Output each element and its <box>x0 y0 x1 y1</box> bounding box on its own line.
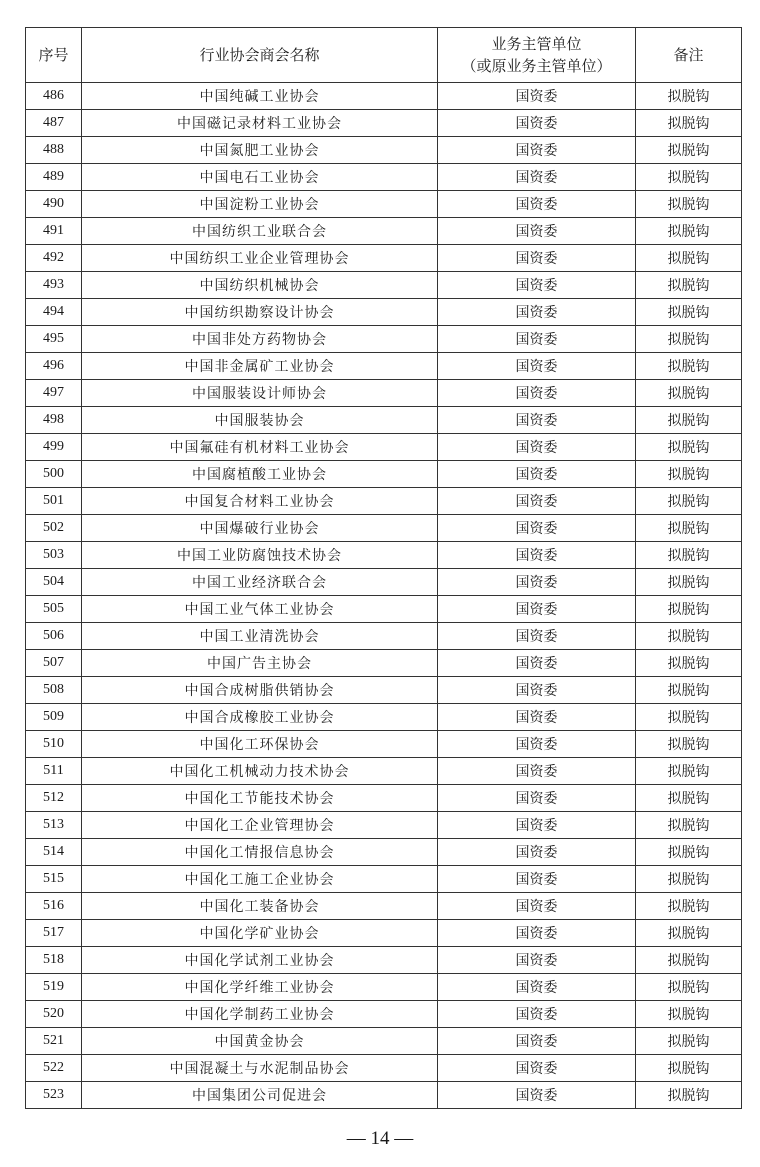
row-association-name: 中国化工情报信息协会 <box>82 839 438 866</box>
table-row <box>26 164 742 191</box>
row-association-name: 中国化工机械动力技术协会 <box>82 758 438 785</box>
row-remark: 拟脱钩 <box>636 83 742 110</box>
table-row <box>26 218 742 245</box>
row-supervisor: 国资委 <box>438 488 636 515</box>
row-remark: 拟脱钩 <box>636 164 742 191</box>
table-row <box>26 299 742 326</box>
table-row <box>26 596 742 623</box>
row-remark: 拟脱钩 <box>636 758 742 785</box>
row-index: 494 <box>26 299 82 326</box>
row-remark: 拟脱钩 <box>636 677 742 704</box>
row-supervisor: 国资委 <box>438 974 636 1001</box>
row-index: 493 <box>26 272 82 299</box>
row-index: 508 <box>26 677 82 704</box>
row-association-name: 中国纯碱工业协会 <box>82 83 438 110</box>
row-association-name: 中国复合材料工业协会 <box>82 488 438 515</box>
row-remark: 拟脱钩 <box>636 515 742 542</box>
table-row <box>26 434 742 461</box>
row-association-name: 中国电石工业协会 <box>82 164 438 191</box>
row-supervisor: 国资委 <box>438 353 636 380</box>
table-row <box>26 191 742 218</box>
row-association-name: 中国非金属矿工业协会 <box>82 353 438 380</box>
table-row <box>26 542 742 569</box>
row-remark: 拟脱钩 <box>636 380 742 407</box>
header-supervisor <box>438 28 636 83</box>
row-index: 492 <box>26 245 82 272</box>
row-association-name: 中国合成橡胶工业协会 <box>82 704 438 731</box>
row-supervisor: 国资委 <box>438 596 636 623</box>
row-remark: 拟脱钩 <box>636 326 742 353</box>
row-index: 506 <box>26 623 82 650</box>
row-index: 511 <box>26 758 82 785</box>
table-row <box>26 326 742 353</box>
row-index: 495 <box>26 326 82 353</box>
row-association-name: 中国纺织工业企业管理协会 <box>82 245 438 272</box>
row-remark: 拟脱钩 <box>636 893 742 920</box>
row-remark: 拟脱钩 <box>636 299 742 326</box>
table-row <box>26 83 742 110</box>
table-row <box>26 272 742 299</box>
row-association-name: 中国化工装备协会 <box>82 893 438 920</box>
row-index: 496 <box>26 353 82 380</box>
row-association-name: 中国广告主协会 <box>82 650 438 677</box>
table-row <box>26 974 742 1001</box>
row-supervisor: 国资委 <box>438 1001 636 1028</box>
row-supervisor: 国资委 <box>438 299 636 326</box>
row-association-name: 中国氮肥工业协会 <box>82 137 438 164</box>
row-association-name: 中国化学矿业协会 <box>82 920 438 947</box>
row-supervisor: 国资委 <box>438 110 636 137</box>
row-supervisor: 国资委 <box>438 1082 636 1109</box>
row-supervisor: 国资委 <box>438 677 636 704</box>
row-index: 487 <box>26 110 82 137</box>
row-supervisor: 国资委 <box>438 785 636 812</box>
header-name: 行业协会商会名称 <box>82 28 438 83</box>
row-supervisor: 国资委 <box>438 380 636 407</box>
row-association-name: 中国化工施工企业协会 <box>82 866 438 893</box>
table-row <box>26 839 742 866</box>
row-index: 499 <box>26 434 82 461</box>
row-index: 521 <box>26 1028 82 1055</box>
row-index: 509 <box>26 704 82 731</box>
header-supervisor-line1: 业务主管单位 <box>491 35 582 53</box>
row-association-name: 中国黄金协会 <box>82 1028 438 1055</box>
row-supervisor: 国资委 <box>438 164 636 191</box>
row-remark: 拟脱钩 <box>636 1028 742 1055</box>
row-remark: 拟脱钩 <box>636 947 742 974</box>
row-supervisor: 国资委 <box>438 83 636 110</box>
row-index: 510 <box>26 731 82 758</box>
row-index: 502 <box>26 515 82 542</box>
row-supervisor: 国资委 <box>438 866 636 893</box>
table-row <box>26 1001 742 1028</box>
table-body <box>26 83 742 1109</box>
row-supervisor: 国资委 <box>438 947 636 974</box>
table-row <box>26 137 742 164</box>
row-index: 519 <box>26 974 82 1001</box>
row-remark: 拟脱钩 <box>636 704 742 731</box>
row-remark: 拟脱钩 <box>636 245 742 272</box>
table-row <box>26 704 742 731</box>
row-remark: 拟脱钩 <box>636 785 742 812</box>
table-row <box>26 353 742 380</box>
row-remark: 拟脱钩 <box>636 272 742 299</box>
row-supervisor: 国资委 <box>438 542 636 569</box>
row-association-name: 中国氟硅有机材料工业协会 <box>82 434 438 461</box>
table-row <box>26 758 742 785</box>
table-row <box>26 1055 742 1082</box>
row-index: 523 <box>26 1082 82 1109</box>
table-row <box>26 812 742 839</box>
row-index: 507 <box>26 650 82 677</box>
row-remark: 拟脱钩 <box>636 569 742 596</box>
row-supervisor: 国资委 <box>438 515 636 542</box>
row-supervisor: 国资委 <box>438 218 636 245</box>
row-association-name: 中国化工环保协会 <box>82 731 438 758</box>
row-index: 520 <box>26 1001 82 1028</box>
table-row <box>26 785 742 812</box>
row-association-name: 中国化工企业管理协会 <box>82 812 438 839</box>
row-association-name: 中国爆破行业协会 <box>82 515 438 542</box>
row-remark: 拟脱钩 <box>636 137 742 164</box>
row-supervisor: 国资委 <box>438 812 636 839</box>
row-supervisor: 国资委 <box>438 272 636 299</box>
row-association-name: 中国服装设计师协会 <box>82 380 438 407</box>
row-association-name: 中国腐植酸工业协会 <box>82 461 438 488</box>
row-remark: 拟脱钩 <box>636 542 742 569</box>
row-remark: 拟脱钩 <box>636 218 742 245</box>
row-index: 503 <box>26 542 82 569</box>
row-index: 501 <box>26 488 82 515</box>
table-row <box>26 893 742 920</box>
row-index: 497 <box>26 380 82 407</box>
table-row <box>26 650 742 677</box>
table-row <box>26 380 742 407</box>
row-remark: 拟脱钩 <box>636 488 742 515</box>
row-index: 490 <box>26 191 82 218</box>
row-supervisor: 国资委 <box>438 461 636 488</box>
row-remark: 拟脱钩 <box>636 434 742 461</box>
table-row <box>26 488 742 515</box>
table-row <box>26 110 742 137</box>
row-remark: 拟脱钩 <box>636 812 742 839</box>
row-supervisor: 国资委 <box>438 623 636 650</box>
row-association-name: 中国纺织工业联合会 <box>82 218 438 245</box>
row-remark: 拟脱钩 <box>636 461 742 488</box>
row-supervisor: 国资委 <box>438 137 636 164</box>
row-index: 516 <box>26 893 82 920</box>
row-association-name: 中国工业经济联合会 <box>82 569 438 596</box>
row-remark: 拟脱钩 <box>636 407 742 434</box>
row-association-name: 中国化学纤维工业协会 <box>82 974 438 1001</box>
row-supervisor: 国资委 <box>438 704 636 731</box>
row-remark: 拟脱钩 <box>636 974 742 1001</box>
row-index: 512 <box>26 785 82 812</box>
row-supervisor: 国资委 <box>438 1055 636 1082</box>
row-association-name: 中国工业气体工业协会 <box>82 596 438 623</box>
row-remark: 拟脱钩 <box>636 1055 742 1082</box>
row-index: 522 <box>26 1055 82 1082</box>
row-index: 498 <box>26 407 82 434</box>
row-index: 515 <box>26 866 82 893</box>
row-association-name: 中国纺织机械协会 <box>82 272 438 299</box>
association-table <box>25 27 742 1109</box>
row-index: 486 <box>26 83 82 110</box>
row-remark: 拟脱钩 <box>636 596 742 623</box>
table-row <box>26 677 742 704</box>
row-supervisor: 国资委 <box>438 434 636 461</box>
table-row <box>26 731 742 758</box>
row-association-name: 中国服装协会 <box>82 407 438 434</box>
row-remark: 拟脱钩 <box>636 920 742 947</box>
header-supervisor-line2: （或原业务主管单位） <box>461 57 612 75</box>
header-index: 序号 <box>26 28 82 83</box>
table-row <box>26 461 742 488</box>
row-association-name: 中国工业防腐蚀技术协会 <box>82 542 438 569</box>
row-association-name: 中国非处方药物协会 <box>82 326 438 353</box>
table-row <box>26 623 742 650</box>
table-header-row <box>26 28 742 83</box>
row-supervisor: 国资委 <box>438 758 636 785</box>
row-remark: 拟脱钩 <box>636 866 742 893</box>
row-association-name: 中国化工节能技术协会 <box>82 785 438 812</box>
row-association-name: 中国淀粉工业协会 <box>82 191 438 218</box>
row-supervisor: 国资委 <box>438 245 636 272</box>
row-remark: 拟脱钩 <box>636 1001 742 1028</box>
table-row <box>26 407 742 434</box>
row-remark: 拟脱钩 <box>636 623 742 650</box>
row-remark: 拟脱钩 <box>636 731 742 758</box>
table-row <box>26 245 742 272</box>
row-index: 505 <box>26 596 82 623</box>
row-index: 491 <box>26 218 82 245</box>
table-row <box>26 569 742 596</box>
row-supervisor: 国资委 <box>438 893 636 920</box>
row-supervisor: 国资委 <box>438 920 636 947</box>
row-index: 500 <box>26 461 82 488</box>
table-row <box>26 920 742 947</box>
row-association-name: 中国集团公司促进会 <box>82 1082 438 1109</box>
page-number: — 14 — <box>346 1128 414 1149</box>
row-association-name: 中国化学制药工业协会 <box>82 1001 438 1028</box>
row-supervisor: 国资委 <box>438 191 636 218</box>
row-remark: 拟脱钩 <box>636 353 742 380</box>
row-association-name: 中国纺织勘察设计协会 <box>82 299 438 326</box>
row-remark: 拟脱钩 <box>636 1082 742 1109</box>
row-association-name: 中国化学试剂工业协会 <box>82 947 438 974</box>
row-index: 513 <box>26 812 82 839</box>
row-supervisor: 国资委 <box>438 1028 636 1055</box>
row-association-name: 中国工业清洗协会 <box>82 623 438 650</box>
row-index: 488 <box>26 137 82 164</box>
row-index: 517 <box>26 920 82 947</box>
row-supervisor: 国资委 <box>438 650 636 677</box>
row-association-name: 中国混凝土与水泥制品协会 <box>82 1055 438 1082</box>
row-index: 514 <box>26 839 82 866</box>
row-association-name: 中国合成树脂供销协会 <box>82 677 438 704</box>
row-supervisor: 国资委 <box>438 407 636 434</box>
row-remark: 拟脱钩 <box>636 110 742 137</box>
row-index: 504 <box>26 569 82 596</box>
table-row <box>26 947 742 974</box>
row-remark: 拟脱钩 <box>636 191 742 218</box>
row-supervisor: 国资委 <box>438 569 636 596</box>
row-index: 489 <box>26 164 82 191</box>
row-supervisor: 国资委 <box>438 839 636 866</box>
row-association-name: 中国磁记录材料工业协会 <box>82 110 438 137</box>
row-index: 518 <box>26 947 82 974</box>
table-row <box>26 515 742 542</box>
table-row <box>26 1082 742 1109</box>
row-supervisor: 国资委 <box>438 326 636 353</box>
row-remark: 拟脱钩 <box>636 839 742 866</box>
table-row <box>26 866 742 893</box>
header-remark: 备注 <box>636 28 742 83</box>
row-supervisor: 国资委 <box>438 731 636 758</box>
table-row <box>26 1028 742 1055</box>
row-remark: 拟脱钩 <box>636 650 742 677</box>
